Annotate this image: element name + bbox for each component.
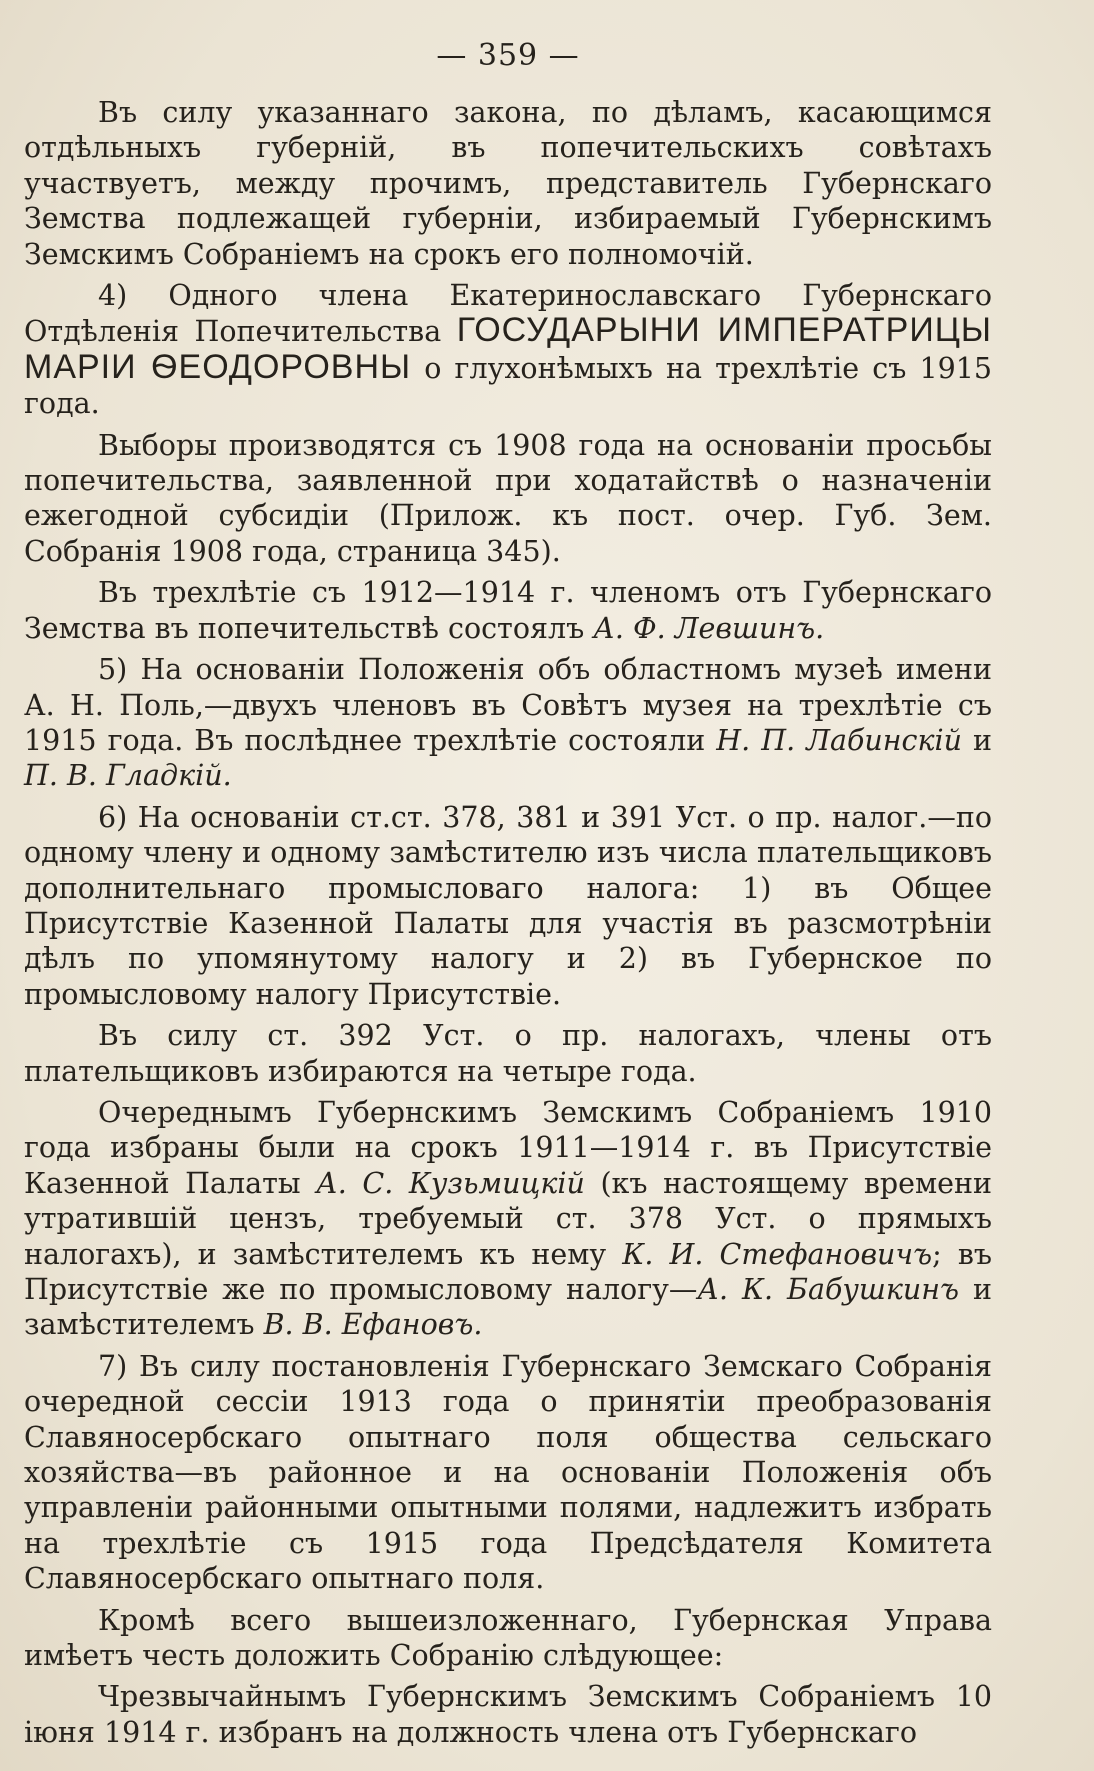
text-segment: Въ силу ст. 392 Уст. о пр. налогахъ, члены отъ плательщиковъ избираются на четыре года. bbox=[24, 1019, 992, 1088]
paragraph-intro bbox=[24, 95, 992, 272]
paragraph-item-6 bbox=[24, 800, 992, 1012]
text-segment: (къ настоящему времени утратившій цензъ, требуемый ст. 378 Уст. о прямыхъ налогахъ), и замѣстителемъ къ нему bbox=[24, 1166, 993, 1271]
text-segment: 7) Въ силу постановленія Губернскаго Земскаго Собранія очередной сессіи 1913 года о принятіи преобразованія Славяносербскаго опытнаго поля общества сельскаго хозяйства—въ районное и на основаніи Положенія объ управленіи районными опытными полями, надлежитъ избрать на трехлѣтіе съ 1915 года Предсѣдателя Комитета Славяносербскаго опытнаго поля. bbox=[24, 1349, 992, 1596]
paragraph-term-1912 bbox=[24, 575, 992, 646]
text-segment: 6) На основаніи ст.ст. 378, 381 и 391 Уст. о пр. налог.—по одному члену и одному замѣстителю изъ числа плательщиковъ дополнительнаго промысловаго налога: 1) въ Общее Присутствіе Казенной Палаты для участія въ разсмотрѣніи дѣлъ по упомянутому налогу и 2) въ Губернское по промысловому налогу Присутствіе. bbox=[24, 800, 992, 1011]
text-segment: Чрезвычайнымъ Губернскимъ Земскимъ Собраніемъ 10 іюня 1914 г. избранъ на должность члена отъ Губернскаго bbox=[24, 1680, 992, 1749]
paragraph-extraordinary-1914 bbox=[24, 1679, 992, 1750]
paragraph-item-7 bbox=[24, 1349, 992, 1597]
paragraph-art-392 bbox=[24, 1018, 992, 1089]
text-segment: Выборы производятся съ 1908 года на основаніи просьбы попечительства, заявленной при ходатайствѣ о назначеніи ежегодной субсидіи (Прилож. къ пост. очер. Губ. Зем. Собранія 1908 года, страница 345). bbox=[24, 428, 992, 568]
paragraph-item-5 bbox=[24, 652, 992, 794]
page-number: — 359 — bbox=[436, 38, 580, 73]
text-segment: Въ трехлѣтіе съ 1912—1914 г. членомъ отъ Губернскаго Земства въ попечительствѣ состоялъ bbox=[24, 576, 992, 645]
paragraph-elections-1908 bbox=[24, 428, 992, 570]
text-segment: Кромѣ всего вышеизложеннаго, Губернская Управа имѣетъ честь доложить Собранію слѣдующее: bbox=[24, 1603, 992, 1673]
paragraph-item-4 bbox=[24, 278, 992, 422]
paragraph-besides bbox=[24, 1603, 992, 1674]
text-segment: и bbox=[961, 723, 992, 757]
text-segment: и замѣстителемъ bbox=[24, 1273, 992, 1342]
text-segment: о глухонѣмыхъ на трехлѣтіе съ 1915 года. bbox=[24, 351, 993, 421]
name-italic: В. В. Ефановъ. bbox=[263, 1308, 483, 1342]
name-italic: А. С. Кузьмицкій bbox=[316, 1166, 585, 1200]
name-italic: А. К. Бабушкинъ bbox=[697, 1273, 960, 1306]
text-segment: 4) Одного члена Екатеринославскаго Губернскаго Отдѣленія Попечительства bbox=[24, 279, 992, 349]
caps-text: ГОСУДАРЫНИ ИМПЕРАТРИЦЫ МАРІИ ѲЕОДОРОВНЫ bbox=[24, 311, 993, 386]
text-segment: Въ силу указаннаго закона, по дѣламъ, касающимся отдѣльныхъ губерній, въ попечительскихъ совѣтахъ участвуетъ, между прочимъ, представитель Губернскаго Земства подлежащей губерніи, избираемый Губернскимъ Земскимъ Собраніемъ на срокъ его полномочій. bbox=[24, 96, 992, 271]
body-text bbox=[24, 95, 992, 1750]
text-segment: ; въ Присутствіе же по промысловому налогу— bbox=[24, 1237, 992, 1306]
paragraph-elected-1910 bbox=[24, 1095, 992, 1343]
name-italic: А. Ф. Левшинъ. bbox=[593, 611, 825, 645]
name-italic: П. В. Гладкій. bbox=[24, 759, 232, 793]
name-italic: К. И. Стефановичъ bbox=[622, 1237, 933, 1271]
text-segment: 5) На основаніи Положенія объ областномъ музеѣ имени А. Н. Поль,—двухъ членовъ въ Совѣтъ музея на трехлѣтіе съ 1915 года. Въ послѣднее трехлѣтіе состояли bbox=[24, 653, 992, 757]
text-segment: Очереднымъ Губернскимъ Земскимъ Собраніемъ 1910 года избраны были на срокъ 1911—1914 г. въ Присутствіе Казенной Палаты bbox=[24, 1095, 992, 1200]
name-italic: Н. П. Лабинскій bbox=[716, 723, 962, 757]
